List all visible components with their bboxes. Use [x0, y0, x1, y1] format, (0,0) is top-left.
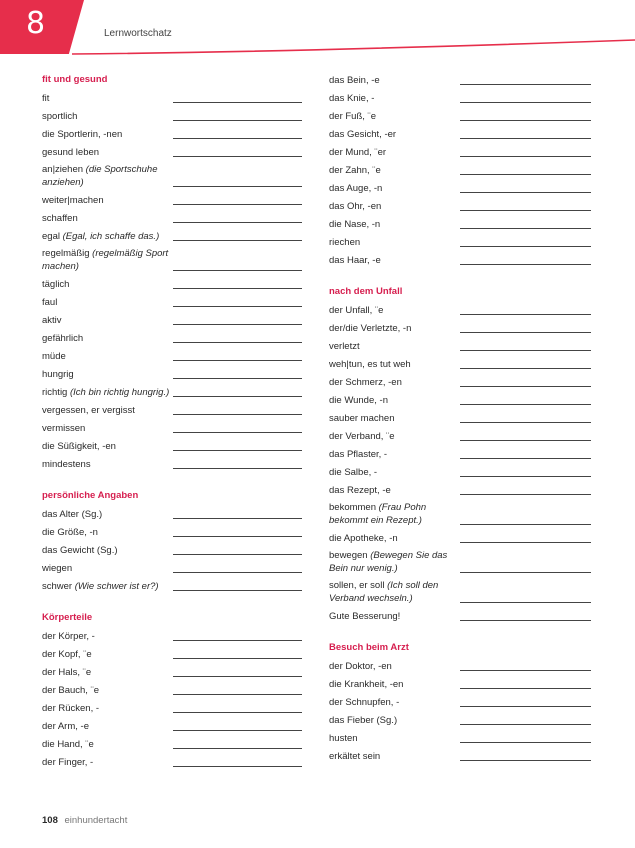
vocab-word: [42, 161, 170, 191]
vocab-term: der Schnupfen, -: [329, 697, 400, 708]
right-column: [329, 71, 591, 779]
writing-line[interactable]: [460, 246, 591, 247]
writing-line[interactable]: [173, 572, 302, 573]
writing-line[interactable]: [173, 342, 302, 343]
writing-line[interactable]: [173, 730, 302, 731]
vocab-word: [329, 676, 457, 693]
vocab-term: der Zahn, ¨e: [329, 165, 381, 176]
writing-line[interactable]: [460, 476, 591, 477]
vocab-word: [329, 90, 457, 107]
page-number: 108: [42, 815, 58, 826]
vocab-term: der Fuß, ¨e: [329, 111, 376, 122]
vocab-entry: [42, 107, 302, 125]
vocab-example-note: (Wie schwer ist er?): [74, 581, 159, 592]
vocab-term: der Hals, ¨e: [42, 667, 92, 678]
writing-line[interactable]: [460, 422, 591, 423]
vocab-word: [329, 126, 457, 143]
vocab-term: gesund leben: [42, 147, 100, 158]
vocab-entry: [42, 161, 302, 191]
vocab-entry: [42, 227, 302, 245]
vocab-entry: [42, 663, 302, 681]
writing-line[interactable]: [460, 84, 591, 85]
vocab-section: [42, 487, 302, 595]
writing-line[interactable]: [460, 192, 591, 193]
writing-line[interactable]: [460, 706, 591, 707]
vocab-word: [42, 90, 170, 107]
vocab-entry: [42, 419, 302, 437]
vocab-word: [42, 126, 170, 143]
vocab-word: [329, 694, 457, 711]
writing-line[interactable]: [173, 554, 302, 555]
vocab-term: die Wunde, -n: [329, 395, 388, 406]
writing-line[interactable]: [173, 658, 302, 659]
writing-line[interactable]: [460, 688, 591, 689]
vocab-entry: [329, 319, 591, 337]
vocab-word: [42, 524, 170, 541]
writing-line[interactable]: [173, 222, 302, 223]
vocab-word: [42, 664, 170, 681]
page-header-title: Lernwortschatz: [104, 28, 172, 39]
writing-line[interactable]: [173, 324, 302, 325]
vocab-term: schwer: [42, 581, 75, 592]
vocab-term: müde: [42, 351, 66, 362]
vocab-section: [42, 609, 302, 771]
vocab-section: [42, 71, 302, 473]
vocab-word: [329, 198, 457, 215]
vocab-term: faul: [42, 297, 58, 308]
section-title: fit und gesund: [42, 74, 108, 85]
writing-line[interactable]: [460, 174, 591, 175]
writing-line[interactable]: [460, 210, 591, 211]
vocab-term: weiter|machen: [42, 195, 104, 206]
vocab-term: die Größe, -n: [42, 527, 98, 538]
vocab-example-note: (Frau Pohn bekommt ein Rezept.): [329, 502, 427, 526]
vocab-term: der Körper, -: [42, 631, 95, 642]
vocab-word: [42, 210, 170, 227]
writing-line[interactable]: [460, 572, 591, 573]
chapter-number: 8: [26, 6, 46, 41]
vocab-term: wiegen: [42, 563, 73, 574]
vocab-word: [329, 72, 457, 89]
section-title: Körperteile: [42, 612, 93, 623]
vocab-entry: [329, 89, 591, 107]
vocab-example-note: (die Sportschuhe anziehen): [42, 164, 158, 188]
vocab-word: [42, 754, 170, 771]
writing-line[interactable]: [173, 640, 302, 641]
vocab-word: [329, 410, 457, 427]
vocab-entry: [329, 747, 591, 765]
vocab-term: die Süßigkeit, -en: [42, 441, 116, 452]
section-title: Besuch beim Arzt: [329, 642, 409, 653]
writing-line[interactable]: [173, 204, 302, 205]
vocab-entry: [329, 143, 591, 161]
vocab-term: mindestens: [42, 459, 91, 470]
vocab-term: verletzt: [329, 341, 360, 352]
vocab-word: [329, 234, 457, 251]
vocab-word: [329, 608, 457, 625]
vocab-term: täglich: [42, 279, 70, 290]
vocab-term: das Gesicht, -er: [329, 129, 397, 140]
vocab-section: [329, 71, 591, 269]
vocab-term: die Hand, ¨e: [42, 739, 94, 750]
vocab-word: [42, 312, 170, 329]
writing-line[interactable]: [173, 102, 302, 103]
vocab-term: vermissen: [42, 423, 86, 434]
vocab-entry: [329, 215, 591, 233]
vocab-entry: [329, 547, 591, 577]
vocab-entry: [329, 391, 591, 409]
vocab-entry: [329, 445, 591, 463]
vocab-entry: [42, 143, 302, 161]
vocab-term: die Sportlerin, -nen: [42, 129, 123, 140]
vocab-entry: [42, 523, 302, 541]
vocab-word: [329, 446, 457, 463]
vocab-entry: [42, 681, 302, 699]
vocab-term: der Bauch, ¨e: [42, 685, 100, 696]
vocab-word: [329, 530, 457, 547]
vocab-term: der Doktor, -en: [329, 661, 392, 672]
writing-line[interactable]: [173, 156, 302, 157]
vocab-term: bewegen: [329, 550, 371, 561]
writing-line[interactable]: [460, 350, 591, 351]
writing-line[interactable]: [173, 396, 302, 397]
writing-line[interactable]: [460, 742, 591, 743]
writing-line[interactable]: [173, 748, 302, 749]
vocab-word: [42, 245, 170, 275]
left-column: [42, 71, 302, 785]
vocab-word: [329, 302, 457, 319]
vocab-word: [329, 108, 457, 125]
vocab-term: der Kopf, ¨e: [42, 649, 92, 660]
vocab-word: [329, 338, 457, 355]
vocab-term: der Mund, ¨er: [329, 147, 387, 158]
writing-line[interactable]: [173, 694, 302, 695]
vocab-term: gefährlich: [42, 333, 84, 344]
vocab-entry: [329, 607, 591, 625]
vocab-word: [42, 228, 170, 245]
writing-line[interactable]: [173, 468, 302, 469]
vocab-word: [42, 192, 170, 209]
vocab-term: hungrig: [42, 369, 74, 380]
writing-line[interactable]: [173, 186, 302, 187]
vocab-entry: [42, 365, 302, 383]
writing-line[interactable]: [173, 414, 302, 415]
vocab-word: [42, 646, 170, 663]
vocab-entry: [42, 293, 302, 311]
vocab-word: [42, 348, 170, 365]
vocab-word: [329, 216, 457, 233]
writing-line[interactable]: [173, 138, 302, 139]
vocab-word: [329, 392, 457, 409]
vocab-entry: [329, 729, 591, 747]
vocab-term: sportlich: [42, 111, 78, 122]
vocab-entry: [42, 753, 302, 771]
vocab-entry: [329, 197, 591, 215]
section-title: persönliche Angaben: [42, 490, 139, 501]
vocab-term: sauber machen: [329, 413, 395, 424]
vocab-entry: [42, 717, 302, 735]
vocab-term: richtig: [42, 387, 70, 398]
vocab-entry: [329, 179, 591, 197]
vocab-term: regelmäßig: [42, 248, 93, 259]
writing-line[interactable]: [460, 120, 591, 121]
vocab-entry: [42, 89, 302, 107]
vocab-word: [329, 464, 457, 481]
vocab-entry: [329, 499, 591, 529]
vocab-term: der Unfall, ¨e: [329, 305, 384, 316]
vocab-word: [329, 712, 457, 729]
vocab-word: [42, 420, 170, 437]
vocab-entry: [42, 191, 302, 209]
vocab-word: [42, 736, 170, 753]
vocab-term: das Fieber (Sg.): [329, 715, 398, 726]
vocab-entry: [42, 209, 302, 227]
vocab-term: das Auge, -n: [329, 183, 383, 194]
vocab-word: [42, 506, 170, 523]
vocab-word: [329, 252, 457, 269]
vocab-entry: [329, 427, 591, 445]
vocab-term: das Knie, -: [329, 93, 375, 104]
vocab-entry: [329, 481, 591, 499]
vocab-entry: [42, 437, 302, 455]
vocab-entry: [329, 161, 591, 179]
vocab-entry: [329, 251, 591, 269]
vocab-word: [329, 730, 457, 747]
vocab-term: die Nase, -n: [329, 219, 381, 230]
vocab-word: [329, 162, 457, 179]
writing-line[interactable]: [173, 288, 302, 289]
vocab-word: [329, 356, 457, 373]
writing-line[interactable]: [460, 542, 591, 543]
vocab-term: Gute Besserung!: [329, 611, 401, 622]
vocab-word: [42, 144, 170, 161]
vocab-term: der Schmerz, -en: [329, 377, 402, 388]
vocab-word: [42, 560, 170, 577]
vocab-entry: [42, 245, 302, 275]
writing-line[interactable]: [460, 494, 591, 495]
vocab-entry: [329, 107, 591, 125]
writing-line[interactable]: [173, 360, 302, 361]
vocab-term: der/die Verletzte, -n: [329, 323, 412, 334]
vocab-word: [329, 428, 457, 445]
vocab-term: bekommen: [329, 502, 379, 513]
vocab-example-note: (Ich bin richtig hungrig.): [69, 387, 170, 398]
vocab-example-note: (Bewegen Sie das Bein nur wenig.): [329, 550, 448, 574]
vocab-word: [42, 366, 170, 383]
vocab-word: [42, 628, 170, 645]
writing-line[interactable]: [173, 120, 302, 121]
vocab-term: vergessen, er vergisst: [42, 405, 135, 416]
writing-line[interactable]: [173, 240, 302, 241]
writing-line[interactable]: [460, 620, 591, 621]
vocab-entry: [329, 301, 591, 319]
vocab-entry: [329, 355, 591, 373]
writing-line[interactable]: [460, 440, 591, 441]
vocab-word: [329, 320, 457, 337]
vocab-word: [329, 482, 457, 499]
vocab-example-note: (Egal, ich schaffe das.): [62, 231, 160, 242]
writing-line[interactable]: [460, 524, 591, 525]
writing-line[interactable]: [460, 368, 591, 369]
vocab-entry: [42, 735, 302, 753]
vocab-word: [329, 748, 457, 765]
vocab-term: riechen: [329, 237, 361, 248]
writing-line[interactable]: [460, 404, 591, 405]
vocab-entry: [329, 711, 591, 729]
vocab-word: [329, 374, 457, 391]
vocab-term: husten: [329, 733, 358, 744]
vocab-entry: [42, 699, 302, 717]
vocab-entry: [329, 657, 591, 675]
vocab-section: [329, 283, 591, 625]
writing-line[interactable]: [460, 760, 591, 761]
writing-line[interactable]: [173, 590, 302, 591]
writing-line[interactable]: [173, 536, 302, 537]
writing-line[interactable]: [173, 518, 302, 519]
writing-line[interactable]: [460, 264, 591, 265]
vocab-term: die Apotheke, -n: [329, 533, 398, 544]
vocab-word: [42, 108, 170, 125]
vocab-entry: [42, 541, 302, 559]
header-divider-line: [0, 0, 635, 60]
vocab-section: [329, 639, 591, 765]
vocab-term: aktiv: [42, 315, 62, 326]
vocab-term: das Ohr, -en: [329, 201, 382, 212]
vocab-entry: [329, 233, 591, 251]
vocab-word: [329, 577, 457, 607]
vocab-example-note: (regelmäßig Sport machen): [42, 248, 169, 272]
vocab-word: [42, 276, 170, 293]
vocab-term: der Arm, -e: [42, 721, 89, 732]
vocab-term: egal: [42, 231, 63, 242]
vocab-word: [42, 294, 170, 311]
vocab-word: [42, 402, 170, 419]
writing-line[interactable]: [460, 458, 591, 459]
vocab-entry: [329, 529, 591, 547]
writing-line[interactable]: [460, 724, 591, 725]
writing-line[interactable]: [460, 386, 591, 387]
vocab-word: [42, 438, 170, 455]
vocab-entry: [42, 347, 302, 365]
vocab-term: weh|tun, es tut weh: [329, 359, 411, 370]
vocab-term: die Krankheit, -en: [329, 679, 404, 690]
vocab-term: das Bein, -e: [329, 75, 380, 86]
writing-line[interactable]: [173, 432, 302, 433]
vocab-word: [329, 658, 457, 675]
writing-line[interactable]: [173, 676, 302, 677]
vocab-entry: [329, 577, 591, 607]
vocab-term: das Pflaster, -: [329, 449, 388, 460]
vocab-entry: [42, 455, 302, 473]
vocab-word: [42, 578, 170, 595]
vocab-word: [329, 144, 457, 161]
vocab-entry: [42, 577, 302, 595]
vocab-entry: [42, 401, 302, 419]
vocab-entry: [329, 463, 591, 481]
vocab-term: schaffen: [42, 213, 78, 224]
vocab-entry: [329, 125, 591, 143]
vocab-word: [42, 700, 170, 717]
vocab-entry: [42, 383, 302, 401]
vocab-term: das Gewicht (Sg.): [42, 545, 118, 556]
writing-line[interactable]: [460, 314, 591, 315]
vocab-term: die Salbe, -: [329, 467, 378, 478]
vocab-term: das Alter (Sg.): [42, 509, 103, 520]
vocab-entry: [329, 337, 591, 355]
vocab-word: [42, 718, 170, 735]
vocab-entry: [329, 373, 591, 391]
writing-line[interactable]: [173, 378, 302, 379]
vocab-word: [42, 542, 170, 559]
vocab-term: an|ziehen: [42, 164, 86, 175]
vocab-word: [42, 330, 170, 347]
writing-line[interactable]: [460, 670, 591, 671]
page-footer: [42, 815, 127, 826]
writing-line[interactable]: [460, 156, 591, 157]
vocab-entry: [42, 627, 302, 645]
vocab-entry: [329, 675, 591, 693]
vocab-entry: [42, 275, 302, 293]
vocab-term: fit: [42, 93, 50, 104]
vocab-term: sollen, er soll: [329, 580, 388, 591]
vocab-word: [329, 499, 457, 529]
vocab-word: [42, 682, 170, 699]
vocab-term: das Rezept, -e: [329, 485, 391, 496]
writing-line[interactable]: [173, 766, 302, 767]
vocab-entry: [42, 645, 302, 663]
writing-line[interactable]: [173, 270, 302, 271]
vocab-word: [329, 547, 457, 577]
writing-line[interactable]: [173, 306, 302, 307]
vocab-term: der Rücken, -: [42, 703, 100, 714]
writing-line[interactable]: [460, 228, 591, 229]
vocab-entry: [42, 559, 302, 577]
vocab-word: [329, 180, 457, 197]
writing-line[interactable]: [173, 450, 302, 451]
vocab-entry: [329, 71, 591, 89]
writing-line[interactable]: [460, 102, 591, 103]
writing-line[interactable]: [460, 332, 591, 333]
vocab-example-note: (Ich soll den Verband wechseln.): [329, 580, 439, 604]
vocab-term: das Haar, -e: [329, 255, 381, 266]
vocab-word: [42, 384, 170, 401]
writing-line[interactable]: [460, 602, 591, 603]
vocab-term: der Verband, ¨e: [329, 431, 395, 442]
writing-line[interactable]: [460, 138, 591, 139]
section-title: nach dem Unfall: [329, 286, 403, 297]
vocab-word: [42, 456, 170, 473]
vocab-term: erkältet sein: [329, 751, 381, 762]
vocab-entry: [329, 409, 591, 427]
page-number-word: einhundertacht: [64, 815, 128, 826]
vocab-entry: [42, 125, 302, 143]
vocab-entry: [42, 329, 302, 347]
vocab-term: der Finger, -: [42, 757, 94, 768]
vocab-entry: [329, 693, 591, 711]
vocab-entry: [42, 505, 302, 523]
writing-line[interactable]: [173, 712, 302, 713]
vocab-entry: [42, 311, 302, 329]
